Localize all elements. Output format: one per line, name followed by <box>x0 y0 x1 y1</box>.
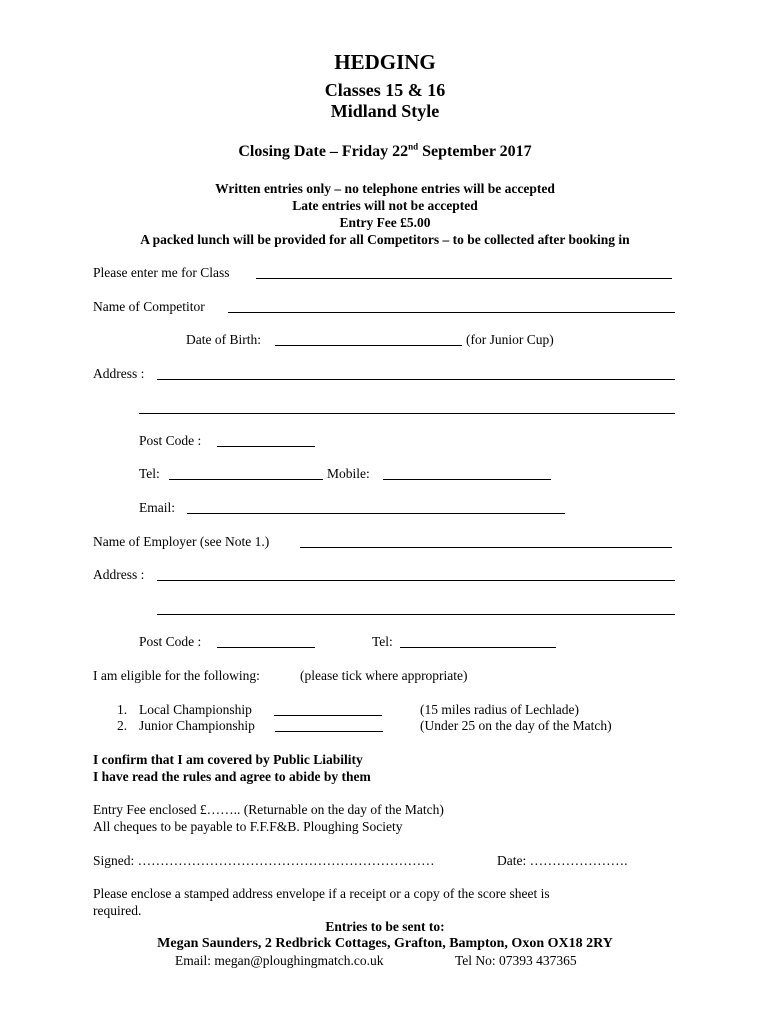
employer-input-line[interactable] <box>300 547 672 548</box>
competitor-input-line[interactable] <box>228 312 675 313</box>
eligibility-item-2-tick-line[interactable] <box>275 731 383 732</box>
confirm-liability: I confirm that I am covered by Public Liability <box>93 752 363 767</box>
eligibility-note: (please tick where appropriate) <box>300 668 468 683</box>
sae-note-line-2: required. <box>93 903 142 918</box>
eligibility-item-1-num: 1. <box>117 702 128 717</box>
tel-input-line[interactable] <box>169 479 323 480</box>
dob-note: (for Junior Cup) <box>466 332 554 347</box>
employer-tel-field-label: Tel: <box>372 634 393 649</box>
entries-sent-heading: Entries to be sent to: <box>325 919 445 934</box>
style-subtitle: Midland Style <box>330 101 440 121</box>
address-field-label: Address : <box>93 366 145 381</box>
date-line[interactable]: Date: …………………. <box>497 853 628 868</box>
postcode-field-label: Post Code : <box>139 433 202 448</box>
mobile-field-label: Mobile: <box>327 466 370 481</box>
tel-field-label: Tel: <box>139 466 160 481</box>
address-input-line-1[interactable] <box>157 379 675 380</box>
notice-written-entries: Written entries only – no telephone entries will be accepted <box>215 181 555 196</box>
closing-date-prefix: Closing Date – Friday 22 <box>238 143 409 160</box>
sae-note-line-1: Please enclose a stamped address envelope if a receipt or a copy of the score sheet is <box>93 886 550 901</box>
eligibility-item-1-tick-line[interactable] <box>274 715 382 716</box>
entries-tel: Tel No: 07393 437365 <box>455 953 577 968</box>
eligibility-item-1-label: Local Championship <box>139 702 252 717</box>
eligibility-item-2-label: Junior Championship <box>139 718 255 733</box>
eligibility-item-2-note: (Under 25 on the day of the Match) <box>420 718 612 733</box>
notice-late-entries: Late entries will not be accepted <box>292 198 478 213</box>
employer-tel-input-line[interactable] <box>400 647 556 648</box>
employer-field-label: Name of Employer (see Note 1.) <box>93 534 270 549</box>
class-field-label: Please enter me for Class <box>93 265 230 280</box>
notice-packed-lunch: A packed lunch will be provided for all Competitors – to be collected after booking in <box>140 232 630 247</box>
class-input-line[interactable] <box>256 278 672 279</box>
employer-address-field-label: Address : <box>93 567 145 582</box>
email-field-label: Email: <box>139 500 175 515</box>
page-title: HEDGING <box>334 50 436 74</box>
employer-postcode-input-line[interactable] <box>217 647 315 648</box>
fee-cheques: All cheques to be payable to F.F.F&B. Ploughing Society <box>93 819 403 834</box>
address-input-line-2[interactable] <box>139 413 675 414</box>
eligibility-item-2-num: 2. <box>117 718 128 733</box>
employer-address-input-line-1[interactable] <box>157 580 675 581</box>
dob-field-label: Date of Birth: <box>186 332 261 347</box>
eligibility-intro: I am eligible for the following: <box>93 668 260 683</box>
mobile-input-line[interactable] <box>383 479 551 480</box>
email-input-line[interactable] <box>187 513 565 514</box>
employer-postcode-field-label: Post Code : <box>139 634 202 649</box>
notice-entry-fee: Entry Fee £5.00 <box>339 215 431 230</box>
closing-date-sup: nd <box>408 141 419 152</box>
closing-date <box>0 143 770 161</box>
competitor-field-label: Name of Competitor <box>93 299 205 314</box>
fee-enclosed: Entry Fee enclosed £…….. (Returnable on the day of the Match) <box>93 802 444 817</box>
postcode-input-line[interactable] <box>217 446 315 447</box>
confirm-rules: I have read the rules and agree to abide by them <box>93 769 371 784</box>
eligibility-item-1-note: (15 miles radius of Lechlade) <box>420 702 579 717</box>
classes-subtitle: Classes 15 & 16 <box>324 80 446 100</box>
dob-input-line[interactable] <box>275 345 462 346</box>
signed-line[interactable]: Signed: ………………………………………………………… <box>93 853 435 868</box>
entries-address: Megan Saunders, 2 Redbrick Cottages, Grafton, Bampton, Oxon OX18 2RY <box>157 936 613 951</box>
entries-email: Email: megan@ploughingmatch.co.uk <box>175 953 384 968</box>
closing-date-suffix: September 2017 <box>418 143 532 160</box>
employer-address-input-line-2[interactable] <box>157 614 675 615</box>
